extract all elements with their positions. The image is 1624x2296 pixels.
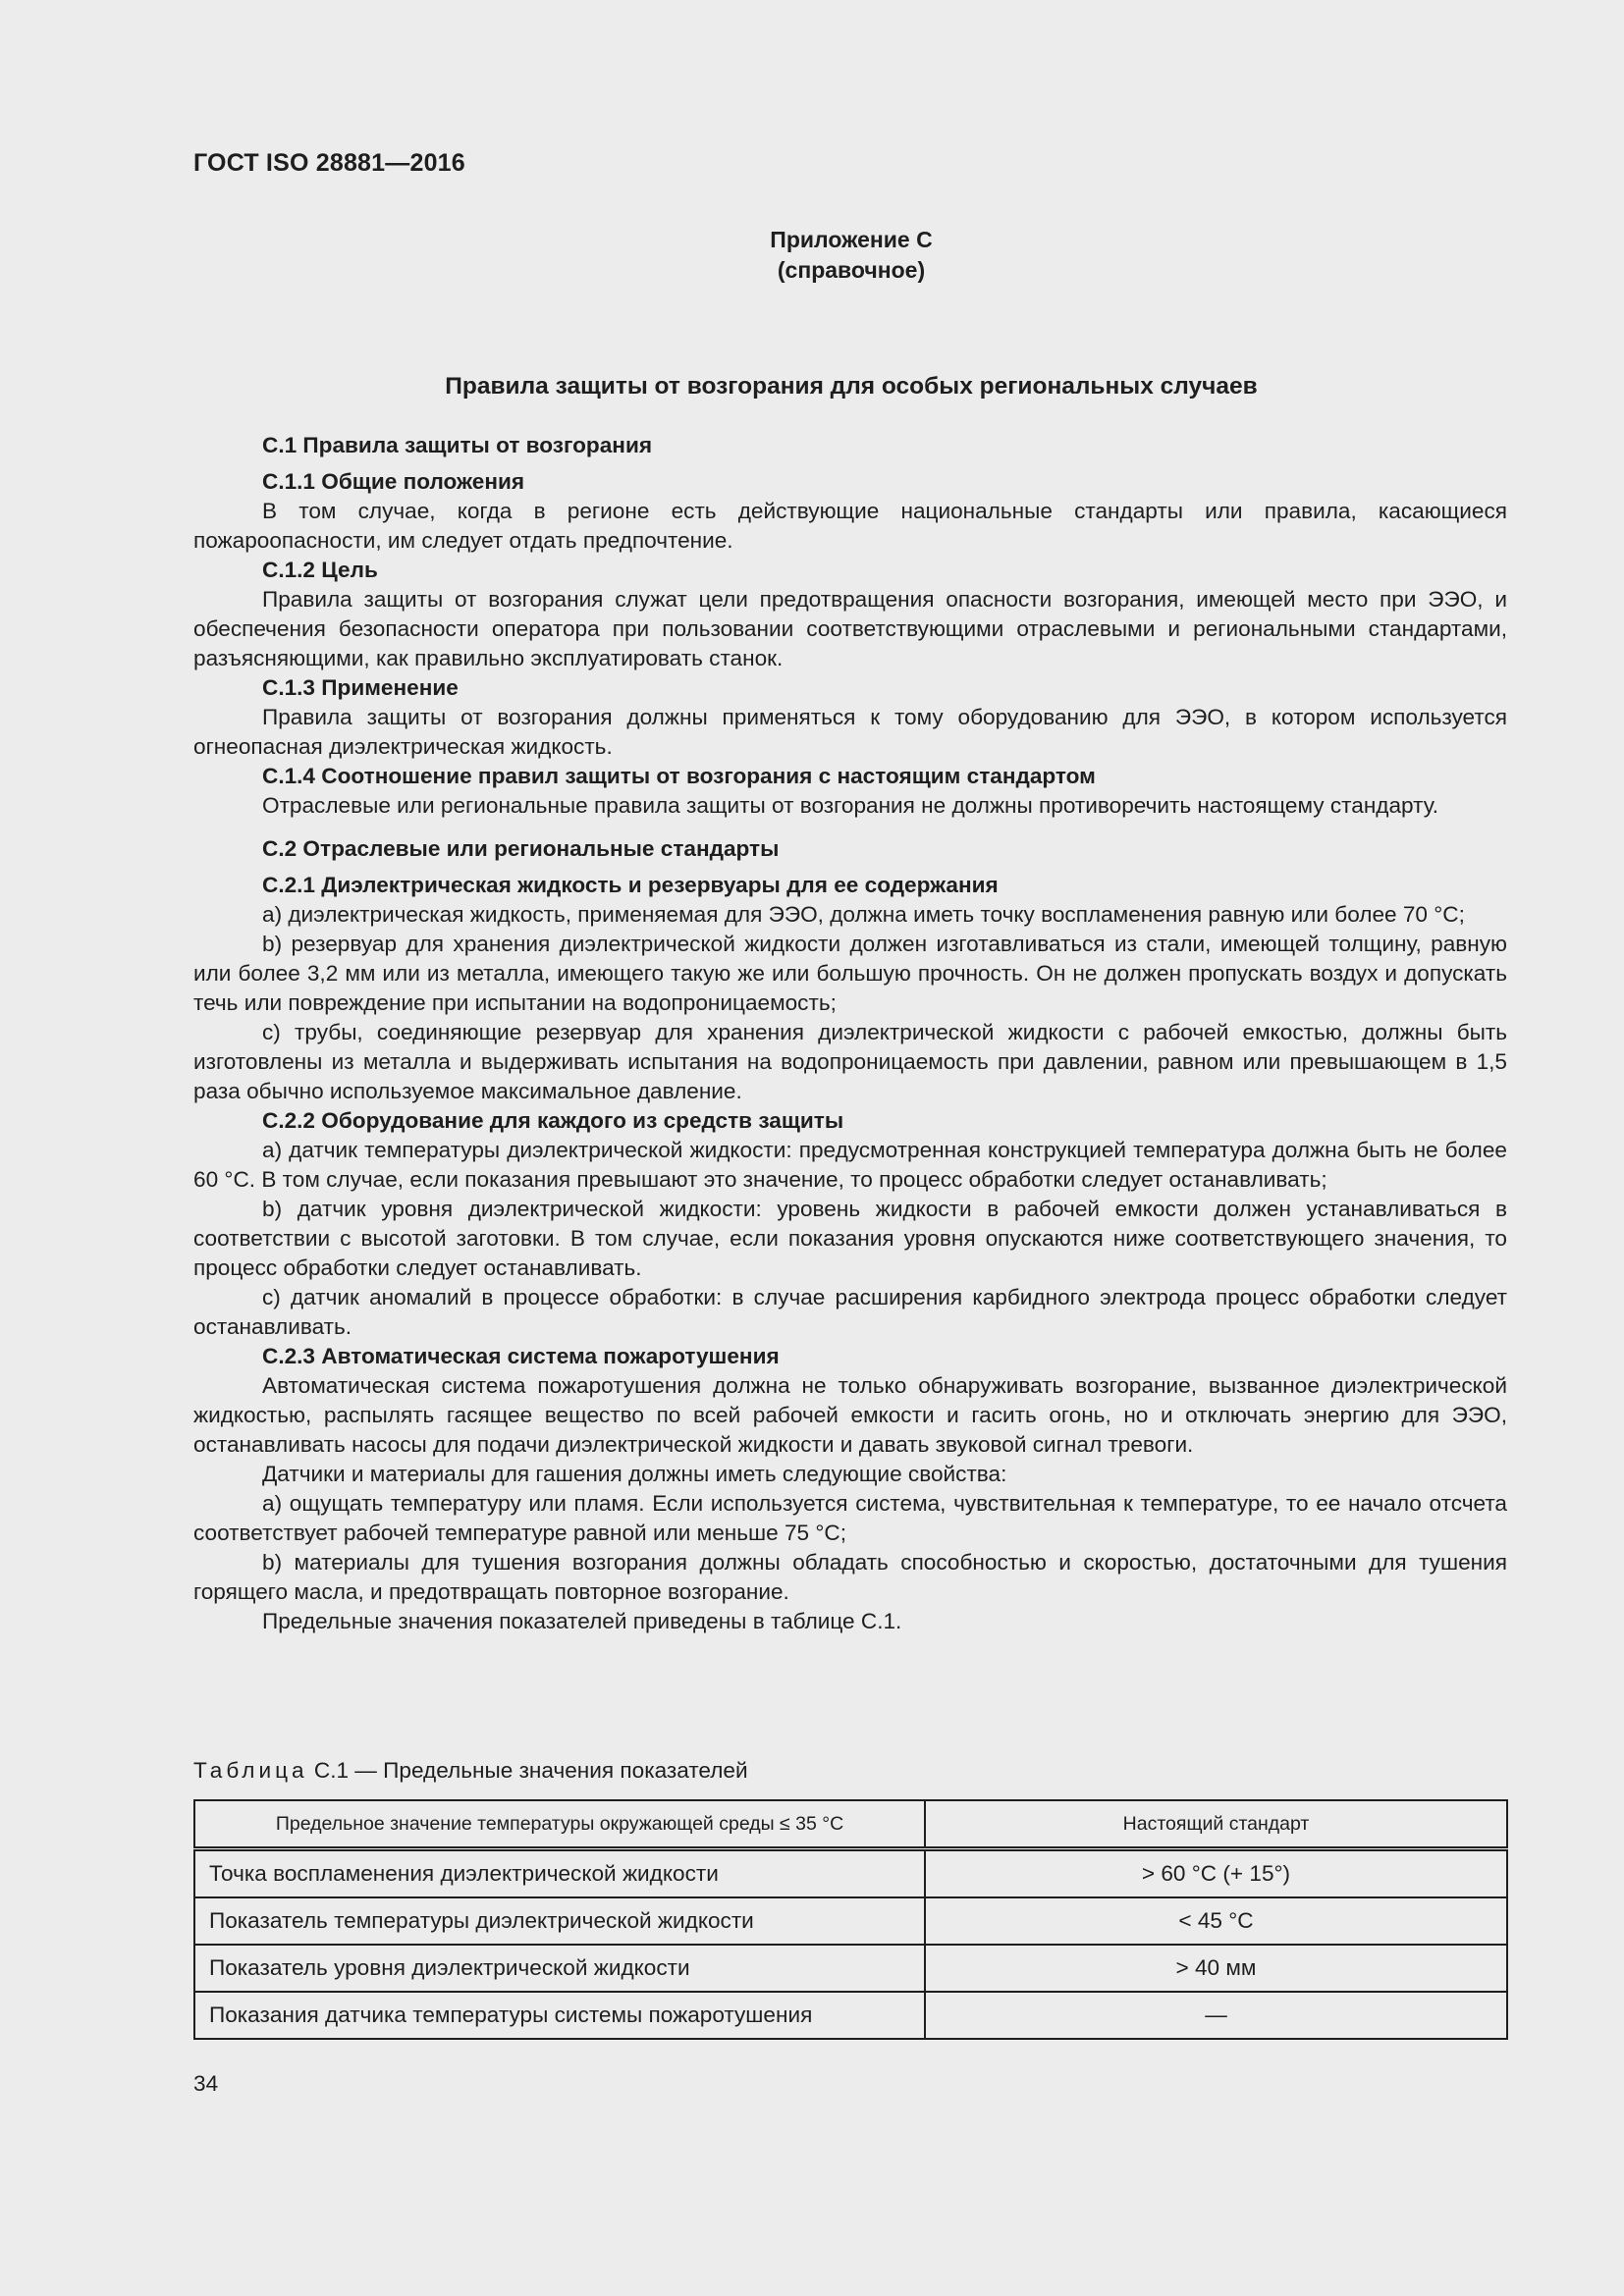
paragraph-c11: В том случае, когда в регионе есть действующие национальные стандарты или правила, касающиеся пожароопасности, им следует отдать предпочтение.	[193, 499, 1507, 553]
annex-heading	[0, 225, 1624, 286]
section-heading-c11: С.1.1 Общие положения	[262, 469, 525, 494]
table-row	[194, 1849, 1507, 1898]
list-item-c22-a: a) датчик температуры диэлектрической жидкости: предусмотренная конструкцией температура должна быть не более 60 °С. В том случае, если показания превышают это значение, то процесс обработки следует останавливать;	[193, 1138, 1507, 1192]
limits-table	[193, 1799, 1508, 2040]
list-item-c23-b: b) материалы для тушения возгорания должны обладать способностью и скоростью, достаточными для тушения горящего масла, и предотвращать повторное возгорание.	[193, 1550, 1507, 1604]
paragraph-c23-1: Автоматическая система пожаротушения должна не только обнаруживать возгорание, вызванное диэлектрической жидкостью, распылять гасящее вещество по всей рабочей емкости и гасить огонь, но и отключать энергию для ЭЭО, останавливать насосы для подачи диэлектрической жидкости и давать звуковой сигнал тревоги.	[193, 1373, 1507, 1457]
table-header-cell: Настоящий стандарт	[925, 1800, 1507, 1849]
list-item-c21-a: a) диэлектрическая жидкость, применяемая для ЭЭО, должна иметь точку воспламенения равную или более 70 °С;	[262, 902, 1465, 927]
table-header-cell: Предельное значение температуры окружающей среды ≤ 35 °С	[194, 1800, 925, 1849]
section-heading-c1: С.1 Правила защиты от возгорания	[262, 433, 653, 457]
annex-title: Правила защиты от возгорания для особых региональных случаев	[445, 373, 1258, 400]
table-cell: > 60 °С (+ 15°)	[925, 1849, 1507, 1898]
list-item-c23-a: a) ощущать температуру или пламя. Если используется система, чувствительная к температуре, то ее начало отсчета соответствует рабочей температуре равной или меньше 75 °С;	[193, 1491, 1507, 1545]
table-caption	[193, 1758, 748, 1784]
annex-label: Приложение С	[770, 227, 933, 252]
table-row	[194, 1992, 1507, 2039]
paragraph-c14: Отраслевые или региональные правила защиты от возгорания не должны противоречить настоящему стандарту.	[262, 793, 1439, 818]
table-caption-label: Таблица	[193, 1758, 308, 1783]
list-item-c22-b: b) датчик уровня диэлектрической жидкости: уровень жидкости в рабочей емкости должен устанавливаться в соответствии с высотой заготовки. В том случае, если показания уровня опускаются ниже соответствующего значения, то процесс обработки следует останавливать.	[193, 1197, 1507, 1280]
table-cell: < 45 °С	[925, 1897, 1507, 1945]
section-heading-c14: С.1.4 Соотношение правил защиты от возгорания с настоящим стандартом	[262, 764, 1096, 788]
table-row	[194, 1897, 1507, 1945]
table-cell: Показатель уровня диэлектрической жидкости	[194, 1945, 925, 1992]
section-heading-c13: С.1.3 Применение	[262, 675, 459, 700]
section-heading-c12: С.1.2 Цель	[262, 558, 378, 582]
table-caption-text: С.1 — Предельные значения показателей	[307, 1758, 748, 1783]
annex-type: (справочное)	[777, 257, 926, 283]
table-cell: > 40 мм	[925, 1945, 1507, 1992]
section-heading-c23: С.2.3 Автоматическая система пожаротушения	[262, 1344, 780, 1368]
paragraph-c23-2: Датчики и материалы для гашения должны иметь следующие свойства:	[262, 1462, 1007, 1486]
table-cell: Точка воспламенения диэлектрической жидкости	[194, 1849, 925, 1898]
list-item-c21-c: c) трубы, соединяющие резервуар для хранения диэлектрической жидкости с рабочей емкостью, должны быть изготовлены из металла и выдерживать испытания на водопроницаемость при давлении, равном или превышающем в 1,5 раза обычно используемое максимальное давление.	[193, 1020, 1507, 1103]
paragraph-c13: Правила защиты от возгорания должны применяться к тому оборудованию для ЭЭО, в котором используется огнеопасная диэлектрическая жидкость.	[193, 705, 1507, 759]
page-number: 34	[193, 2071, 219, 2096]
document-code: ГОСТ ISO 28881—2016	[193, 149, 465, 177]
section-heading-c21: С.2.1 Диэлектрическая жидкость и резервуары для ее содержания	[262, 873, 999, 897]
paragraph-c12: Правила защиты от возгорания служат цели предотвращения опасности возгорания, имеющей место при ЭЭО, и обеспечения безопасности оператора при пользовании соответствующими отраслевыми и региональными стандартами, разъясняющими, как правильно эксплуатировать станок.	[193, 587, 1507, 670]
table-header-row	[194, 1800, 1507, 1849]
document-body	[193, 431, 1507, 1636]
section-heading-c22: С.2.2 Оборудование для каждого из средств защиты	[262, 1108, 844, 1133]
table-cell: —	[925, 1992, 1507, 2039]
table-row	[194, 1945, 1507, 1992]
table-cell: Показатель температуры диэлектрической жидкости	[194, 1897, 925, 1945]
list-item-c22-c: c) датчик аномалий в процессе обработки: в случае расширения карбидного электрода процесс обработки следует останавливать.	[193, 1285, 1507, 1339]
paragraph-c23-3: Предельные значения показателей приведены в таблице С.1.	[262, 1609, 902, 1633]
section-heading-c2: С.2 Отраслевые или региональные стандарты	[262, 836, 780, 861]
table-cell: Показания датчика температуры системы пожаротушения	[194, 1992, 925, 2039]
list-item-c21-b: b) резервуар для хранения диэлектрической жидкости должен изготавливаться из стали, имеющей толщину, равную или более 3,2 мм или из металла, имеющего такую же или большую прочность. Он не должен пропускать воздух и допускать течь или повреждение при испытании на водопроницаемость;	[193, 932, 1507, 1015]
